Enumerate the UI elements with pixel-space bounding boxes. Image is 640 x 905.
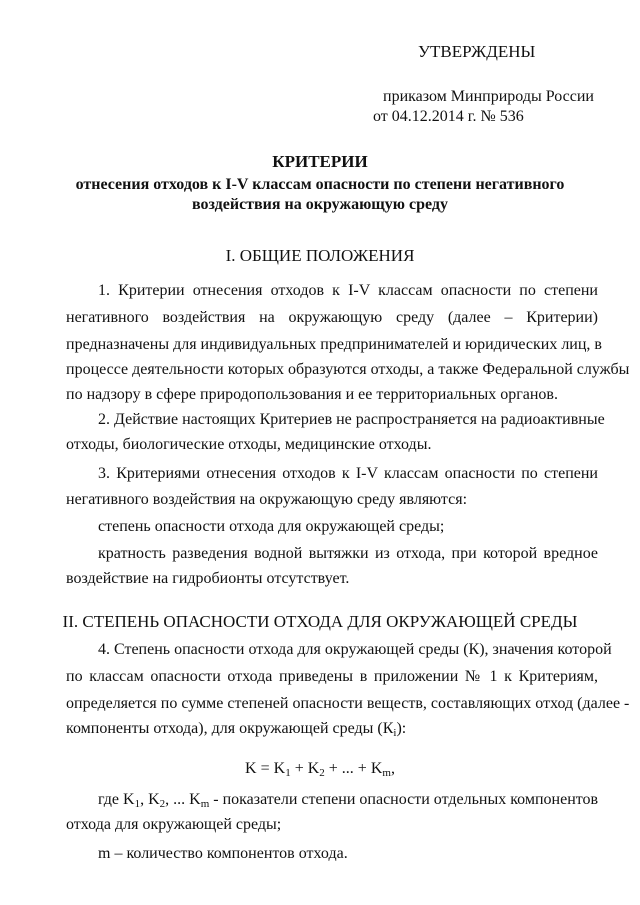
order-line-1: приказом Минприроды России xyxy=(383,88,594,105)
paragraph-line: 3. Критериями отнесения отходов к I-V классам опасности по степени xyxy=(98,465,598,482)
paragraph-line: по классам опасности отхода приведены в приложении № 1 к Критериям, xyxy=(66,668,598,685)
paragraph-line: процессе деятельности которых образуются отходы, а также Федеральной службы xyxy=(66,361,630,378)
order-line-2: от 04.12.2014 г. № 536 xyxy=(373,108,524,125)
paragraph-line: негативного воздействия на окружающую среду являются: xyxy=(66,491,468,508)
paragraph-line: отхода для окружающей среды; xyxy=(66,816,282,833)
paragraph-line: компоненты отхода), для окружающей среды $(К_i)$: xyxy=(66,720,407,739)
subtitle-line-2: воздействия на окружающую среду xyxy=(191,196,449,213)
document-title: КРИТЕРИИ xyxy=(272,152,368,171)
paragraph-line: по надзору в сфере природопользования и ее территориальных органов. xyxy=(66,386,558,403)
formula: $K = K_1 + K_2$ + ... + $K_m$, xyxy=(245,760,395,779)
subtitle-line-1: отнесения отходов к I-V классам опасности по степени негативного xyxy=(75,176,565,193)
paragraph-line: предназначены для индивидуальных предпринимателей и юридических лиц, в xyxy=(66,336,602,353)
paragraph-line: воздействие на гидробионты отсутствует. xyxy=(66,570,350,587)
paragraph-line: 1. Критерии отнесения отходов к I-V классам опасности по степени xyxy=(98,282,598,299)
paragraph-line: степень опасности отхода для окружающей среды; xyxy=(98,518,445,535)
section-2-heading: II. СТЕПЕНЬ ОПАСНОСТИ ОТХОДА ДЛЯ ОКРУЖАЮЩЕЙ СРЕДЫ xyxy=(62,612,578,631)
paragraph-line: негативного воздействия на окружающую среду (далее – Критерии) xyxy=(66,309,598,326)
paragraph-line: m – количество компонентов отхода. xyxy=(98,845,348,862)
paragraph-line: определяется по сумме степеней опасности веществ, составляющих отход (далее - xyxy=(66,695,630,712)
paragraph-line: кратность разведения водной вытяжки из отхода, при которой вредное xyxy=(98,545,598,562)
section-1-heading: I. ОБЩИЕ ПОЛОЖЕНИЯ xyxy=(225,246,415,265)
paragraph-line: 2. Действие настоящих Критериев не распространяется на радиоактивные xyxy=(98,411,605,428)
approved-label: УТВЕРЖДЕНЫ xyxy=(418,42,536,61)
paragraph-line: отходы, биологические отходы, медицинские отходы. xyxy=(66,436,432,453)
paragraph-line: 4. Степень опасности отхода для окружающей среды (К), значения которой xyxy=(98,641,612,658)
paragraph-line: где $K_1$, $K_2$, ... $K_m$ - показатели степени опасности отдельных компонентов xyxy=(98,791,599,810)
